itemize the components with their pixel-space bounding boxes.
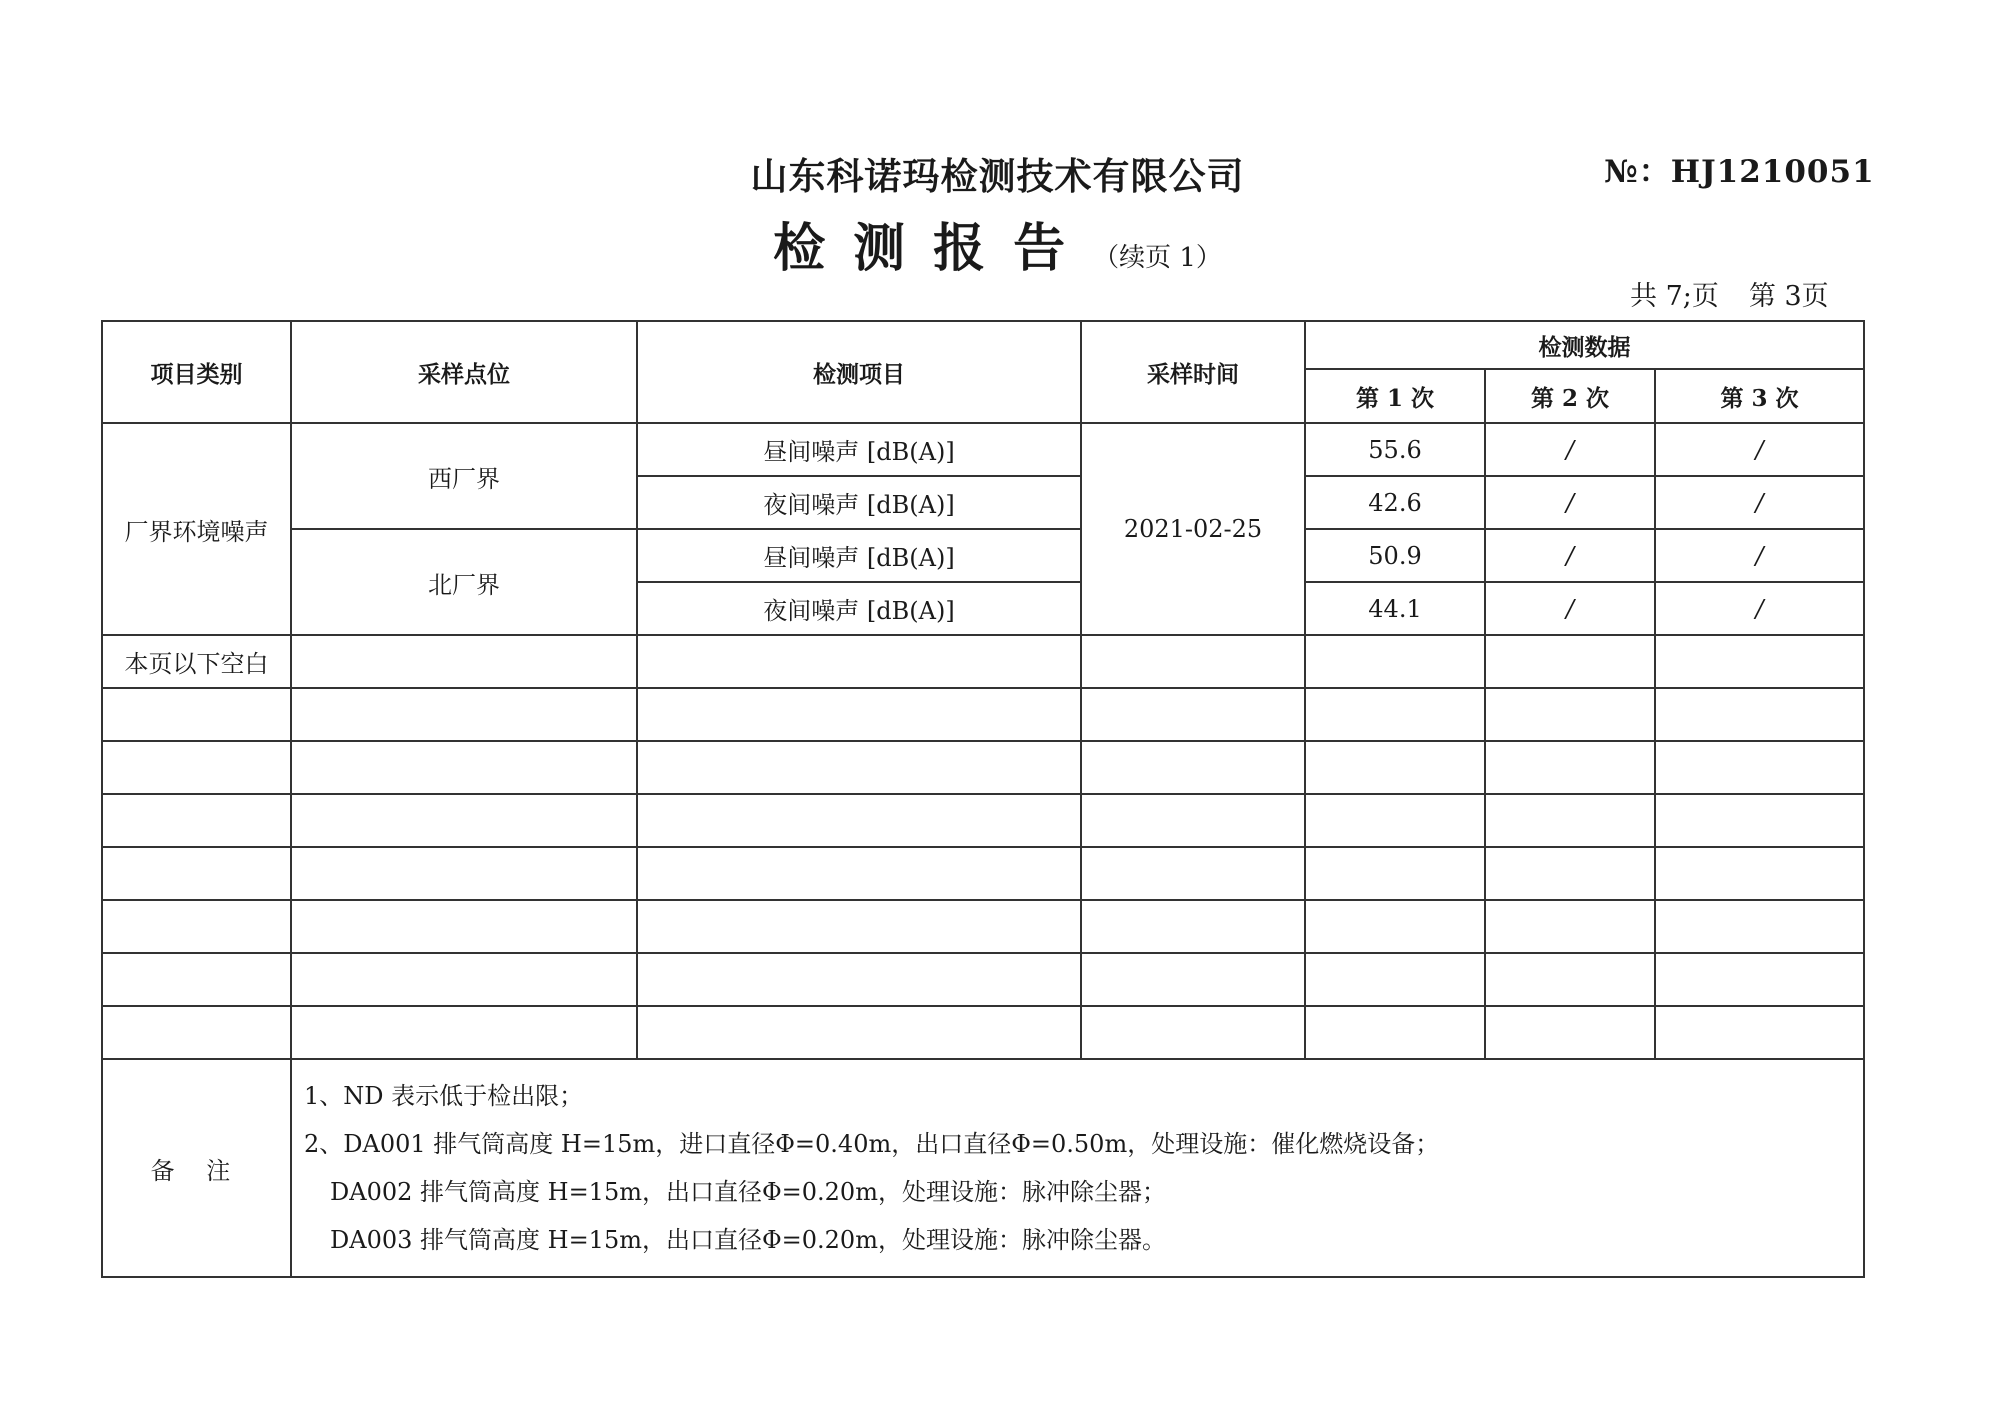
sample-date-cell: 2021-02-25 xyxy=(1081,423,1305,635)
report-title: 检测报告 xyxy=(773,218,1094,279)
blank-row xyxy=(102,794,1864,847)
empty-cell xyxy=(637,794,1081,847)
empty-cell xyxy=(1081,635,1305,688)
empty-cell xyxy=(637,953,1081,1006)
empty-cell xyxy=(1655,1006,1864,1059)
empty-cell xyxy=(1655,953,1864,1006)
results-table xyxy=(101,320,1865,1278)
header-data: 检测数据 xyxy=(1305,321,1864,369)
note-line: DA002 排气筒高度 H=15m，出口直径Φ=0.20m，处理设施：脉冲除尘器； xyxy=(330,1178,1166,1206)
empty-cell xyxy=(637,847,1081,900)
value-cell: / xyxy=(1655,529,1864,582)
empty-cell xyxy=(1305,1006,1485,1059)
notes-row xyxy=(102,1059,1864,1277)
blank-row xyxy=(102,741,1864,794)
empty-cell xyxy=(291,688,637,741)
value-cell: / xyxy=(1655,582,1864,635)
note-line: 1、ND 表示低于检出限； xyxy=(304,1082,584,1110)
empty-cell xyxy=(1655,900,1864,953)
page-info xyxy=(1630,274,1829,313)
item-cell: 夜间噪声 [dB(A)] xyxy=(637,476,1081,529)
item-cell: 昼间噪声 [dB(A)] xyxy=(637,423,1081,476)
empty-cell xyxy=(1081,953,1305,1006)
empty-cell xyxy=(1305,900,1485,953)
report-number: №：HJ1210051 xyxy=(1604,154,1875,190)
category-cell: 厂界环境噪声 xyxy=(102,423,291,635)
header-run2: 第 2 次 xyxy=(1485,369,1655,423)
value-cell: 55.6 xyxy=(1305,423,1485,476)
header-item: 检测项目 xyxy=(637,321,1081,423)
report-title-block xyxy=(0,206,1995,281)
company-name: 山东科诺玛检测技术有限公司 xyxy=(750,154,1245,198)
blank-marker-row xyxy=(102,635,1864,688)
empty-cell xyxy=(1655,688,1864,741)
table-row xyxy=(102,529,1864,582)
empty-cell xyxy=(1081,847,1305,900)
blank-row xyxy=(102,1006,1864,1059)
page-total: 共 7;页 xyxy=(1630,281,1719,312)
blank-row xyxy=(102,953,1864,1006)
value-cell: / xyxy=(1485,423,1655,476)
empty-cell xyxy=(1655,847,1864,900)
empty-cell xyxy=(1081,900,1305,953)
empty-cell xyxy=(102,741,291,794)
note-line: DA003 排气筒高度 H=15m，出口直径Φ=0.20m，处理设施：脉冲除尘器。 xyxy=(330,1226,1166,1254)
empty-cell xyxy=(1081,794,1305,847)
value-cell: 42.6 xyxy=(1305,476,1485,529)
empty-cell xyxy=(102,1006,291,1059)
item-cell: 昼间噪声 [dB(A)] xyxy=(637,529,1081,582)
blank-row xyxy=(102,900,1864,953)
note-line: 2、DA001 排气筒高度 H=15m，进口直径Φ=0.40m，出口直径Φ=0.50m，处理设施：催化燃烧设备； xyxy=(304,1130,1440,1158)
empty-cell xyxy=(291,741,637,794)
empty-cell xyxy=(102,900,291,953)
empty-cell xyxy=(1485,635,1655,688)
header-time: 采样时间 xyxy=(1081,321,1305,423)
empty-cell xyxy=(637,741,1081,794)
empty-cell xyxy=(291,900,637,953)
header-row xyxy=(102,321,1864,369)
page-current: 第 3页 xyxy=(1748,281,1829,312)
notes-label: 备 注 xyxy=(102,1059,291,1277)
header-category: 项目类别 xyxy=(102,321,291,423)
empty-cell xyxy=(1081,741,1305,794)
blank-row xyxy=(102,688,1864,741)
empty-cell xyxy=(291,953,637,1006)
report-title-sub: （续页 1） xyxy=(1093,243,1222,273)
empty-cell xyxy=(1485,794,1655,847)
empty-cell xyxy=(1305,794,1485,847)
value-cell: 44.1 xyxy=(1305,582,1485,635)
empty-cell xyxy=(1305,847,1485,900)
empty-cell xyxy=(637,635,1081,688)
empty-cell xyxy=(1485,900,1655,953)
empty-cell xyxy=(1485,1006,1655,1059)
empty-cell xyxy=(102,794,291,847)
value-cell: / xyxy=(1485,529,1655,582)
empty-cell xyxy=(1305,953,1485,1006)
empty-cell xyxy=(102,953,291,1006)
location-cell: 西厂界 xyxy=(291,423,637,529)
blank-marker: 本页以下空白 xyxy=(102,635,291,688)
empty-cell xyxy=(291,847,637,900)
value-cell: / xyxy=(1485,476,1655,529)
notes-content xyxy=(291,1059,1864,1277)
empty-cell xyxy=(1485,953,1655,1006)
empty-cell xyxy=(637,1006,1081,1059)
empty-cell xyxy=(1655,635,1864,688)
empty-cell xyxy=(637,688,1081,741)
empty-cell xyxy=(102,688,291,741)
empty-cell xyxy=(1081,688,1305,741)
empty-cell xyxy=(102,847,291,900)
table-row xyxy=(102,423,1864,476)
empty-cell xyxy=(1081,1006,1305,1059)
header-location: 采样点位 xyxy=(291,321,637,423)
empty-cell xyxy=(291,635,637,688)
value-cell: 50.9 xyxy=(1305,529,1485,582)
empty-cell xyxy=(637,900,1081,953)
value-cell: / xyxy=(1485,582,1655,635)
empty-cell xyxy=(1305,688,1485,741)
empty-cell xyxy=(291,1006,637,1059)
empty-cell xyxy=(1485,741,1655,794)
empty-cell xyxy=(1485,847,1655,900)
header-run3: 第 3 次 xyxy=(1655,369,1864,423)
item-cell: 夜间噪声 [dB(A)] xyxy=(637,582,1081,635)
empty-cell xyxy=(1485,688,1655,741)
empty-cell xyxy=(291,794,637,847)
value-cell: / xyxy=(1655,476,1864,529)
location-cell: 北厂界 xyxy=(291,529,637,635)
empty-cell xyxy=(1305,635,1485,688)
empty-cell xyxy=(1655,794,1864,847)
empty-cell xyxy=(1655,741,1864,794)
value-cell: / xyxy=(1655,423,1864,476)
empty-cell xyxy=(1305,741,1485,794)
header-run1: 第 1 次 xyxy=(1305,369,1485,423)
blank-row xyxy=(102,847,1864,900)
